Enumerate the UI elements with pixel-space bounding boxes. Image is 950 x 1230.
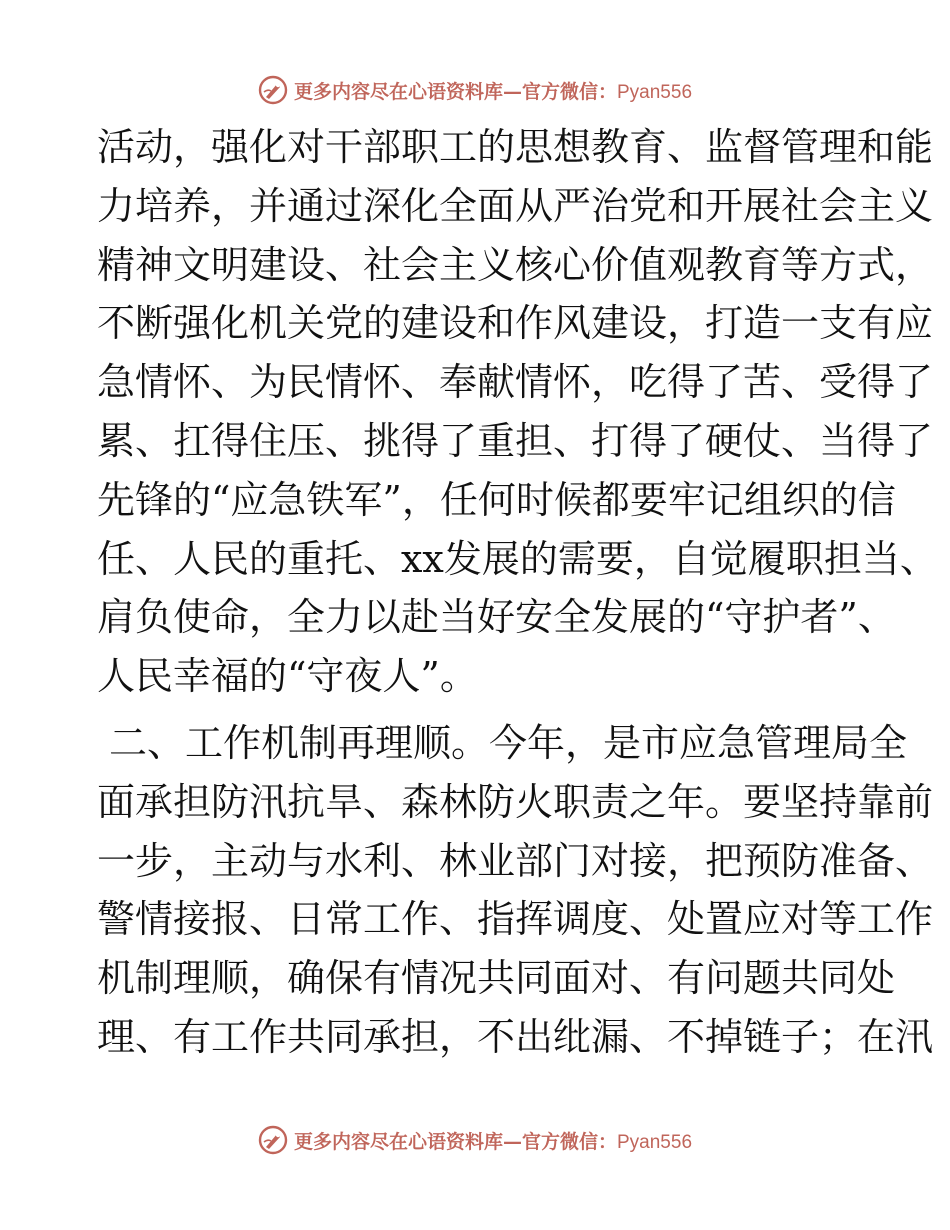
text-line: 一步，主动与水利、林业部门对接，把预防准备、	[97, 838, 934, 883]
text-line: 任、人民的重托、xx发展的需要，自觉履职担当、	[97, 536, 938, 581]
text-line: 机制理顺，确保有情况共同面对、有问题共同处	[97, 956, 896, 1001]
header-watermark	[0, 70, 950, 110]
text-line: 精神文明建设、社会主义核心价值观教育等方式，	[97, 242, 934, 287]
text-line: 理、有工作共同承担，不出纰漏、不掉链子；在汛	[97, 1014, 934, 1059]
text-line: 先锋的“应急铁军”，任何时候都要牢记组织的信	[97, 477, 896, 522]
text-line: 累、扛得住压、挑得了重担、打得了硬仗、当得了	[97, 418, 934, 463]
text-line: 活动，强化对干部职工的思想教育、监督管理和能	[97, 125, 934, 169]
paragraph-spacer	[97, 706, 857, 714]
footer-watermark	[0, 1120, 950, 1160]
pen-nib-logo-icon	[258, 75, 288, 105]
text-line: 力培养，并通过深化全面从严治党和开展社会主义	[97, 183, 934, 228]
watermark-text: 更多内容尽在心语资料库—官方微信：Pyan556	[293, 1130, 693, 1153]
paragraph-1	[97, 118, 938, 706]
text-line: 警情接报、日常工作、指挥调度、处置应对等工作	[97, 897, 934, 942]
document-body	[97, 118, 938, 1067]
text-line: 急情怀、为民情怀、奉献情怀，吃得了苦、受得了	[97, 360, 934, 405]
text-line: 肩负使命，全力以赴当好安全发展的“守护者”、	[97, 595, 896, 640]
text-line: 人民幸福的“守夜人”。	[97, 654, 478, 699]
paragraph-2	[97, 714, 934, 1067]
pen-nib-logo-icon	[258, 1125, 288, 1155]
text-line: 二、工作机制再理顺。今年，是市应急管理局全	[109, 720, 908, 765]
text-line: 面承担防汛抗旱、森林防火职责之年。要坚持靠前	[97, 779, 934, 824]
watermark-text: 更多内容尽在心语资料库—官方微信：Pyan556	[293, 80, 693, 103]
text-line: 不断强化机关党的建设和作风建设，打造一支有应	[97, 301, 934, 346]
